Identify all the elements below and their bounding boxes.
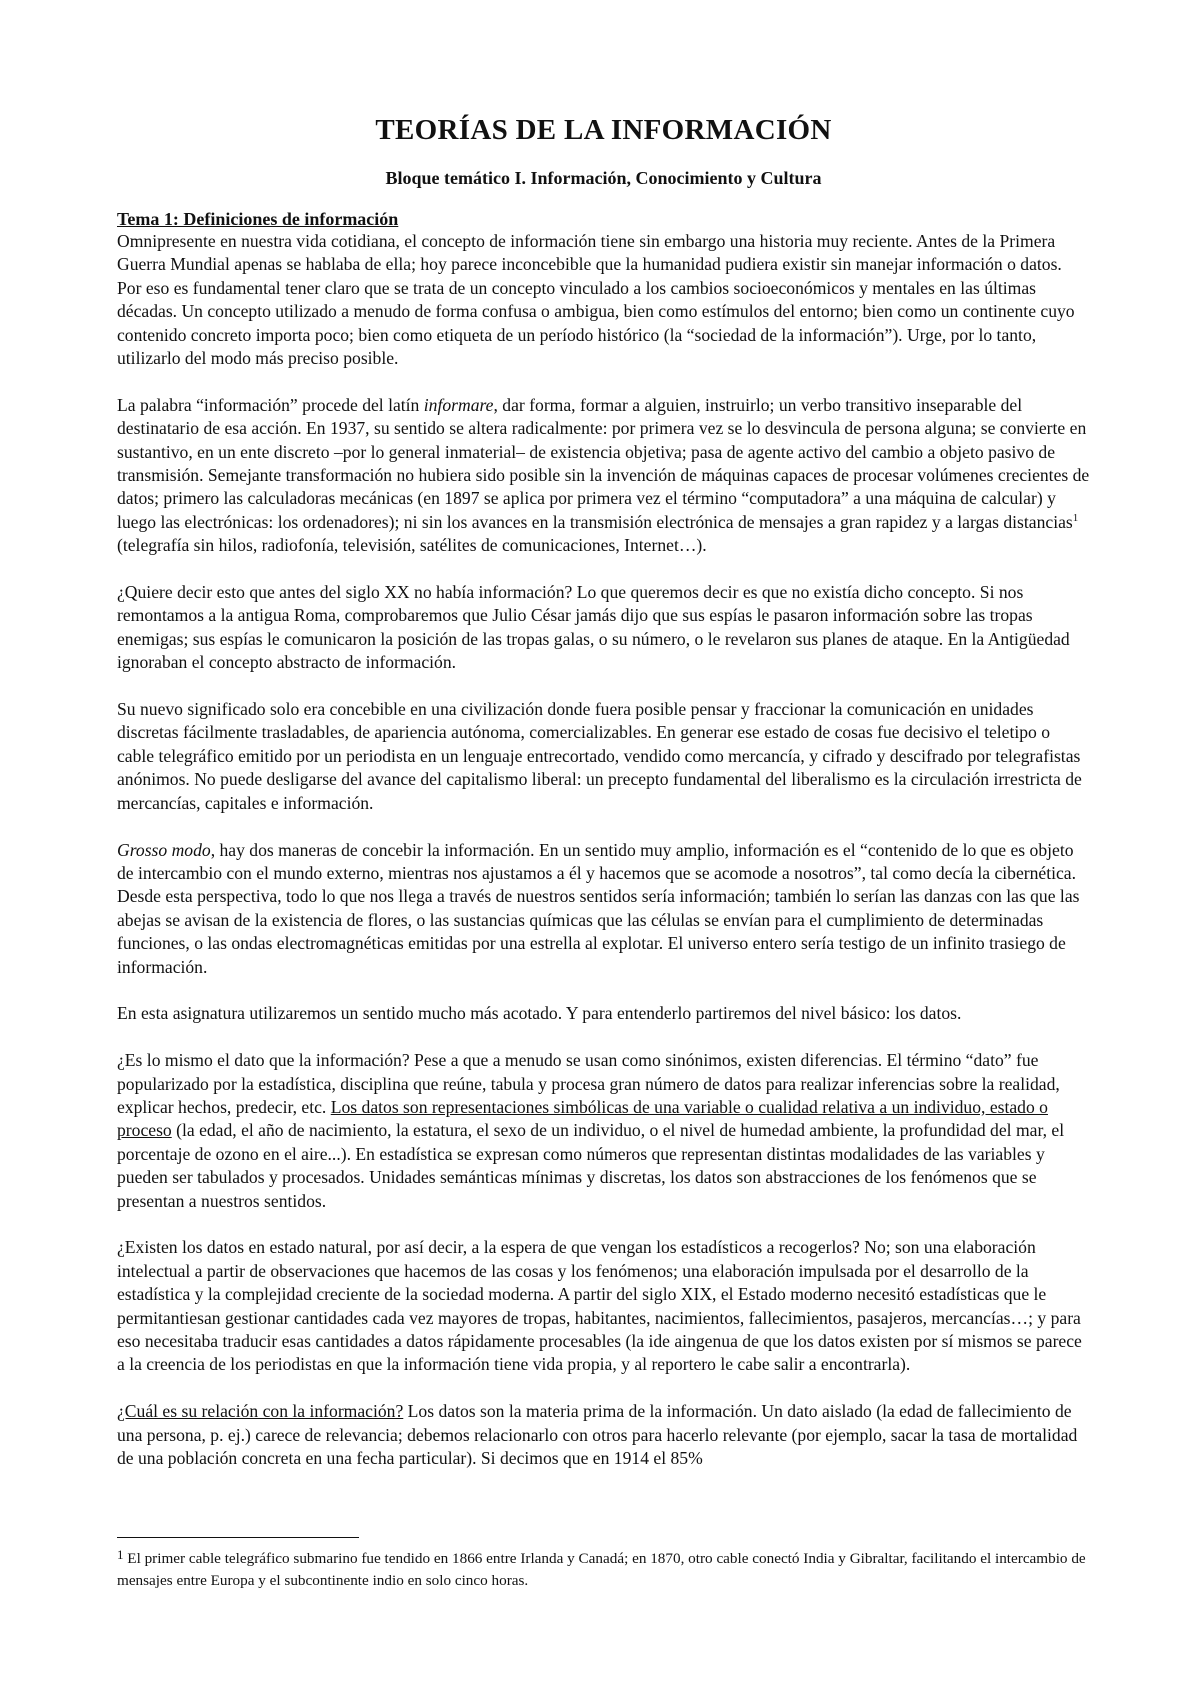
underlined-question: ¿Cuál es su relación con la información? <box>117 1401 404 1422</box>
paragraph-grosso-modo <box>117 839 1090 979</box>
footnote-separator <box>117 1537 359 1538</box>
paragraph-antiquity: ¿Quiere decir esto que antes del siglo XX no había información? Lo que queremos decir es que no existía dicho concepto. Si nos remontamos a la antigua Roma, comprobaremos que Julio César jamás dijo que sus espías le pasaron información sobre las tropas enemigas; sus espías le comunicaron la posición de las tropas galas, o su número, o le revelaron sus planes de ataque. En la Antigüedad ignoraban el concepto abstracto de información. <box>117 582 1070 673</box>
text-run: ¿Es lo mismo el dato que la información? Pese a que a menudo se usan como sinónimos, existen diferencias. El término “dato” fue popularizado por la estadística, disciplina que reúne, tabula y procesa gran número de datos para realizar inferencias sobre la realidad, explicar hechos, predecir, etc. <box>117 1050 1060 1117</box>
document-title: TEORÍAS DE LA INFORMACIÓN <box>375 114 832 146</box>
text-run: , dar forma, formar a alguien, instruirlo; un verbo transitivo inseparable del destinatario de esa acción. En 1937, su sentido se altera radicalmente: por primera vez se lo desvincula de persona alguna; se convierte en sustantivo, en un ente discreto –por lo general inmaterial– de existencia objetiva; pasa de agente activo del cambio a objeto pasivo de transmisión. Semejante transformación no hubiera sido posible sin la invención de máquinas capaces de procesar volúmenes crecientes de datos; primero las calculadoras mecánicas (en 1897 se aplica por primera vez el término “computadora” a una máquina de calcular) y luego las electrónicas: los ordenadores); ni sin los avances en la transmisión electrónica de mensajes a gran rapidez y a largas distancias <box>117 394 1090 532</box>
text-run: (la edad, el año de nacimiento, la estatura, el sexo de un individuo, o el nivel de humedad ambiente, la profundidad del mar, el porcentaje de ozono en el aire...). En estadística se expresan como números que representan distintas modalidades de las variables y pueden ser tabulados y procesados. Unidades semánticas mínimas y discretas, los datos son abstracciones de los fenómenos que se presentan a nuestros sentidos. <box>117 1120 1065 1211</box>
italic-term: Grosso modo <box>117 839 211 860</box>
footnote-text: El primer cable telegráfico submarino fue tendido en 1866 entre Irlanda y Canadá; en 1870, otro cable conectó India y Gibraltar, facilitando el intercambio de mensajes entre Europa y el subcontinente indio en solo cinco horas. <box>117 1550 1086 1589</box>
paragraph-scope: En esta asignatura utilizaremos un sentido mucho más acotado. Y para entenderlo partiremos del nivel básico: los datos. <box>117 1003 962 1024</box>
text-run: La palabra “información” procede del latín <box>117 394 424 415</box>
section-heading: Tema 1: Definiciones de información <box>117 209 399 229</box>
text-run: , hay dos maneras de concebir la información. En un sentido muy amplio, información es el “contenido de lo que es objeto de intercambio con el mundo externo, mientras nos ajustamos a él y hacemos que se acomode a nosotros”, tal como decía la cibernética. Desde esta perspectiva, todo lo que nos llega a través de nuestros sentidos sería información; también lo serían las danzas con las que las abejas se avisan de la existencia de flores, o las sustancias químicas que las células se envían para el cumplimiento de determinadas funciones, o las ondas electromagnéticas emitidas por una estrella al explotar. El universo entero sería testigo de un infinito trasiego de información. <box>117 839 1080 977</box>
paragraph-data-vs-info <box>117 1049 1090 1213</box>
paragraph-relation <box>117 1400 1090 1470</box>
italic-term: informare <box>423 394 494 415</box>
document-subtitle: Bloque temático I. Información, Conocimiento y Cultura <box>385 168 822 188</box>
footnote <box>117 1548 1090 1592</box>
text-run: (telegrafía sin hilos, radiofonía, televisión, satélites de comunicaciones, Internet…). <box>117 535 707 556</box>
paragraph-etymology <box>117 394 1090 558</box>
paragraph-new-meaning: Su nuevo significado solo era concebible en una civilización donde fuera posible pensar y fraccionar la comunicación en unidades discretas fácilmente trasladables, de apariencia autónoma, comercializables. En generar ese estado de cosas fue decisivo el teletipo o cable telegráfico emitido por un periodista en un lenguaje entrecortado, vendido como mercancía, y cifrado y descifrado por telegrafistas anónimos. No puede desligarse del avance del capitalismo liberal: un precepto fundamental del liberalismo es la circulación irrestricta de mercancías, capitales e información. <box>117 699 1082 813</box>
paragraph-intro: Omnipresente en nuestra vida cotidiana, el concepto de información tiene sin embargo una historia muy reciente. Antes de la Primera Guerra Mundial apenas se hablaba de ella; hoy parece inconcebible que la humanidad pudiera existir sin manejar información o datos. Por eso es fundamental tener claro que se trata de un concepto vinculado a los cambios socioeconómicos y mentales en las últimas décadas. Un concepto utilizado a menudo de forma confusa o ambigua, bien como estímulos del entorno; bien como un continente cuyo contenido concreto importa poco; bien como etiqueta de un período histórico (la “sociedad de la información”). Urge, por lo tanto, utilizarlo del modo más preciso posible. <box>117 231 1075 369</box>
footnote-number: 1 <box>117 1547 124 1562</box>
text-run: Los datos son la materia prima de la información. Un dato aislado (la edad de fallecimiento de una persona, p. ej.) carece de relevancia; debemos relacionarlo con otros para hacerlo relevante (por ejemplo, sacar la tasa de mortalidad de una población concreta en una fecha particular). Si decimos que en 1914 el 85% <box>117 1401 1078 1468</box>
footnote-ref: 1 <box>1072 512 1079 524</box>
paragraph-natural-state: ¿Existen los datos en estado natural, por así decir, a la espera de que vengan los estadísticos a recogerlos? No; son una elaboración intelectual a partir de observaciones que hacemos de las cosas y los fenómenos; una elaboración impulsada por el desarrollo de la estadística y la complejidad creciente de la sociedad moderna. A partir del siglo XIX, el Estado moderno necesitó estadísticas que le permitantiesan gestionar cantidades cada vez mayores de tropas, habitantes, nacimientos, fallecimientos, pasajeros, mercancías…; y para eso necesitaba traducir esas cantidades a datos rápidamente procesables (la ide aingenua de que los datos existen por sí mismos se parece a la creencia de los periodistas en que la información tiene vida propia, y al reportero le cabe salir a encontrarla). <box>117 1237 1082 1375</box>
underlined-definition: Los datos son representaciones simbólicas de una variable o cualidad relativa a un individuo, estado o proceso <box>117 1096 1048 1141</box>
